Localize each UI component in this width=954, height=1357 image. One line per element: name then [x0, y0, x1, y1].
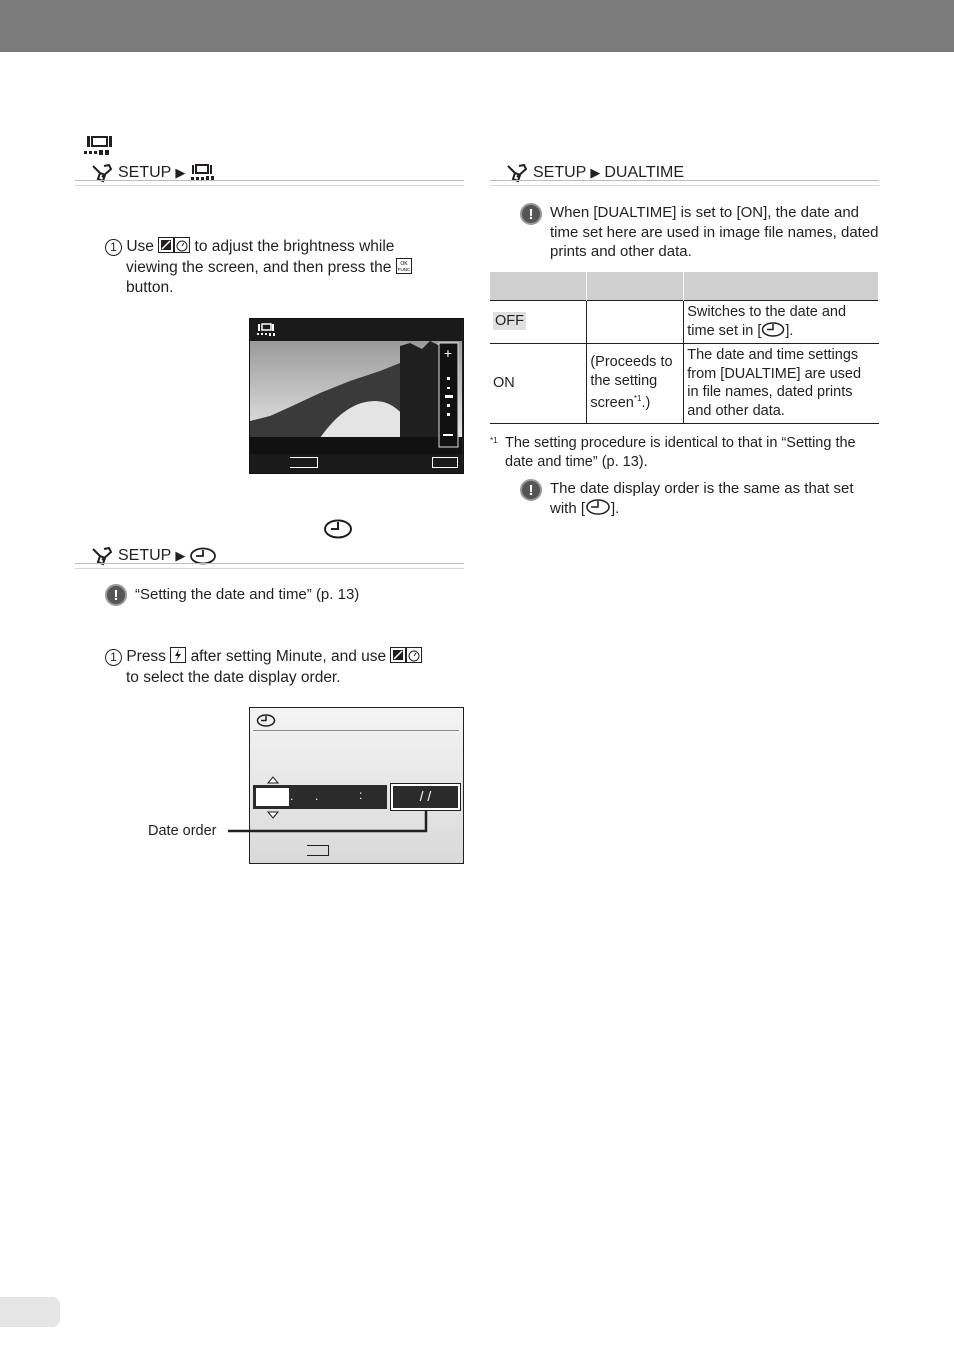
clock-icon [761, 322, 785, 337]
screen-divider [253, 730, 459, 731]
ok-button-icon [396, 258, 412, 274]
dualtime-note: ! When [DUALTIME] is set to [ON], the date and time set here are used in image file names, dated prints and other data. [520, 203, 880, 262]
setup-label: SETUP [118, 547, 172, 564]
arrow-icon: ▶ [175, 548, 186, 563]
step-number: 1 [105, 239, 122, 256]
clock-icon [585, 499, 611, 515]
exposure-icon [158, 237, 174, 253]
footnote: *1 The setting procedure is identical to that in “Setting the date and time” (p. 13). [490, 435, 856, 470]
warning-icon: ! [520, 203, 542, 225]
arrow-icon: ▶ [175, 165, 186, 180]
section2-rule [75, 563, 464, 569]
page-number-tab [0, 1297, 60, 1327]
on-description: The date and time settings from [DUALTIME] are used in file names, dated prints and other data. [684, 343, 879, 423]
callout-label: Date order [148, 823, 217, 839]
section1-rule [75, 180, 464, 186]
up-arrow-icon [267, 776, 279, 784]
back-icon [290, 457, 318, 468]
off-option: OFF [495, 313, 524, 330]
exposure-icon [390, 647, 406, 663]
date-order-field[interactable]: / / [390, 783, 461, 811]
table-row [490, 300, 879, 343]
callout-line [226, 808, 430, 836]
screen-title-bar [250, 319, 462, 341]
section1-step: 1 Use to adjust the brightness while viewing the screen, and then press the OK FUNC button. [105, 237, 465, 299]
dualtime-label: DUALTIME [604, 164, 685, 181]
table-row [490, 343, 879, 423]
datetime-field: . . : [253, 785, 387, 809]
step-number: 1 [105, 649, 122, 666]
warning-icon: ! [520, 479, 542, 501]
clock-icon [323, 519, 353, 539]
year-cell[interactable] [256, 788, 289, 806]
flash-icon [170, 647, 186, 663]
section2-step: 1 Press after setting Minute, and use to select the date display order. [105, 647, 465, 688]
self-timer-icon [174, 237, 190, 253]
off-description: Switches to the date and time set in [ ]. [684, 300, 879, 343]
svg-text:OK: OK [400, 260, 408, 267]
on-setting: (Proceeds to the setting screen$^{*1}$.) [587, 343, 684, 423]
svg-text:FUNC: FUNC [397, 266, 410, 272]
on-option: ON [490, 343, 587, 423]
bridge-photo [250, 341, 462, 454]
display-order-note: ! The date display order is the same as that set with [ ]. [520, 479, 880, 519]
arrow-icon: ▶ [590, 165, 601, 180]
dualtime-table [490, 272, 879, 424]
brightness-icon [82, 135, 118, 157]
brightness-icon [256, 323, 276, 337]
self-timer-icon [406, 647, 422, 663]
top-bar [0, 0, 954, 52]
table-header-row [490, 272, 879, 300]
setup-label: SETUP [533, 164, 587, 181]
back-icon [307, 845, 329, 856]
ok-icon [432, 457, 458, 468]
date-screen [249, 707, 464, 864]
brightness-screen [249, 318, 464, 474]
setup-label: SETUP [118, 164, 172, 181]
clock-icon [256, 714, 276, 727]
warning-icon: ! [105, 584, 127, 606]
screen-bottom-bar [250, 454, 462, 473]
svg-text:+: + [443, 345, 453, 361]
dualtime-rule [490, 180, 879, 186]
section2-note: ! “Setting the date and time” (p. 13) [105, 584, 359, 606]
